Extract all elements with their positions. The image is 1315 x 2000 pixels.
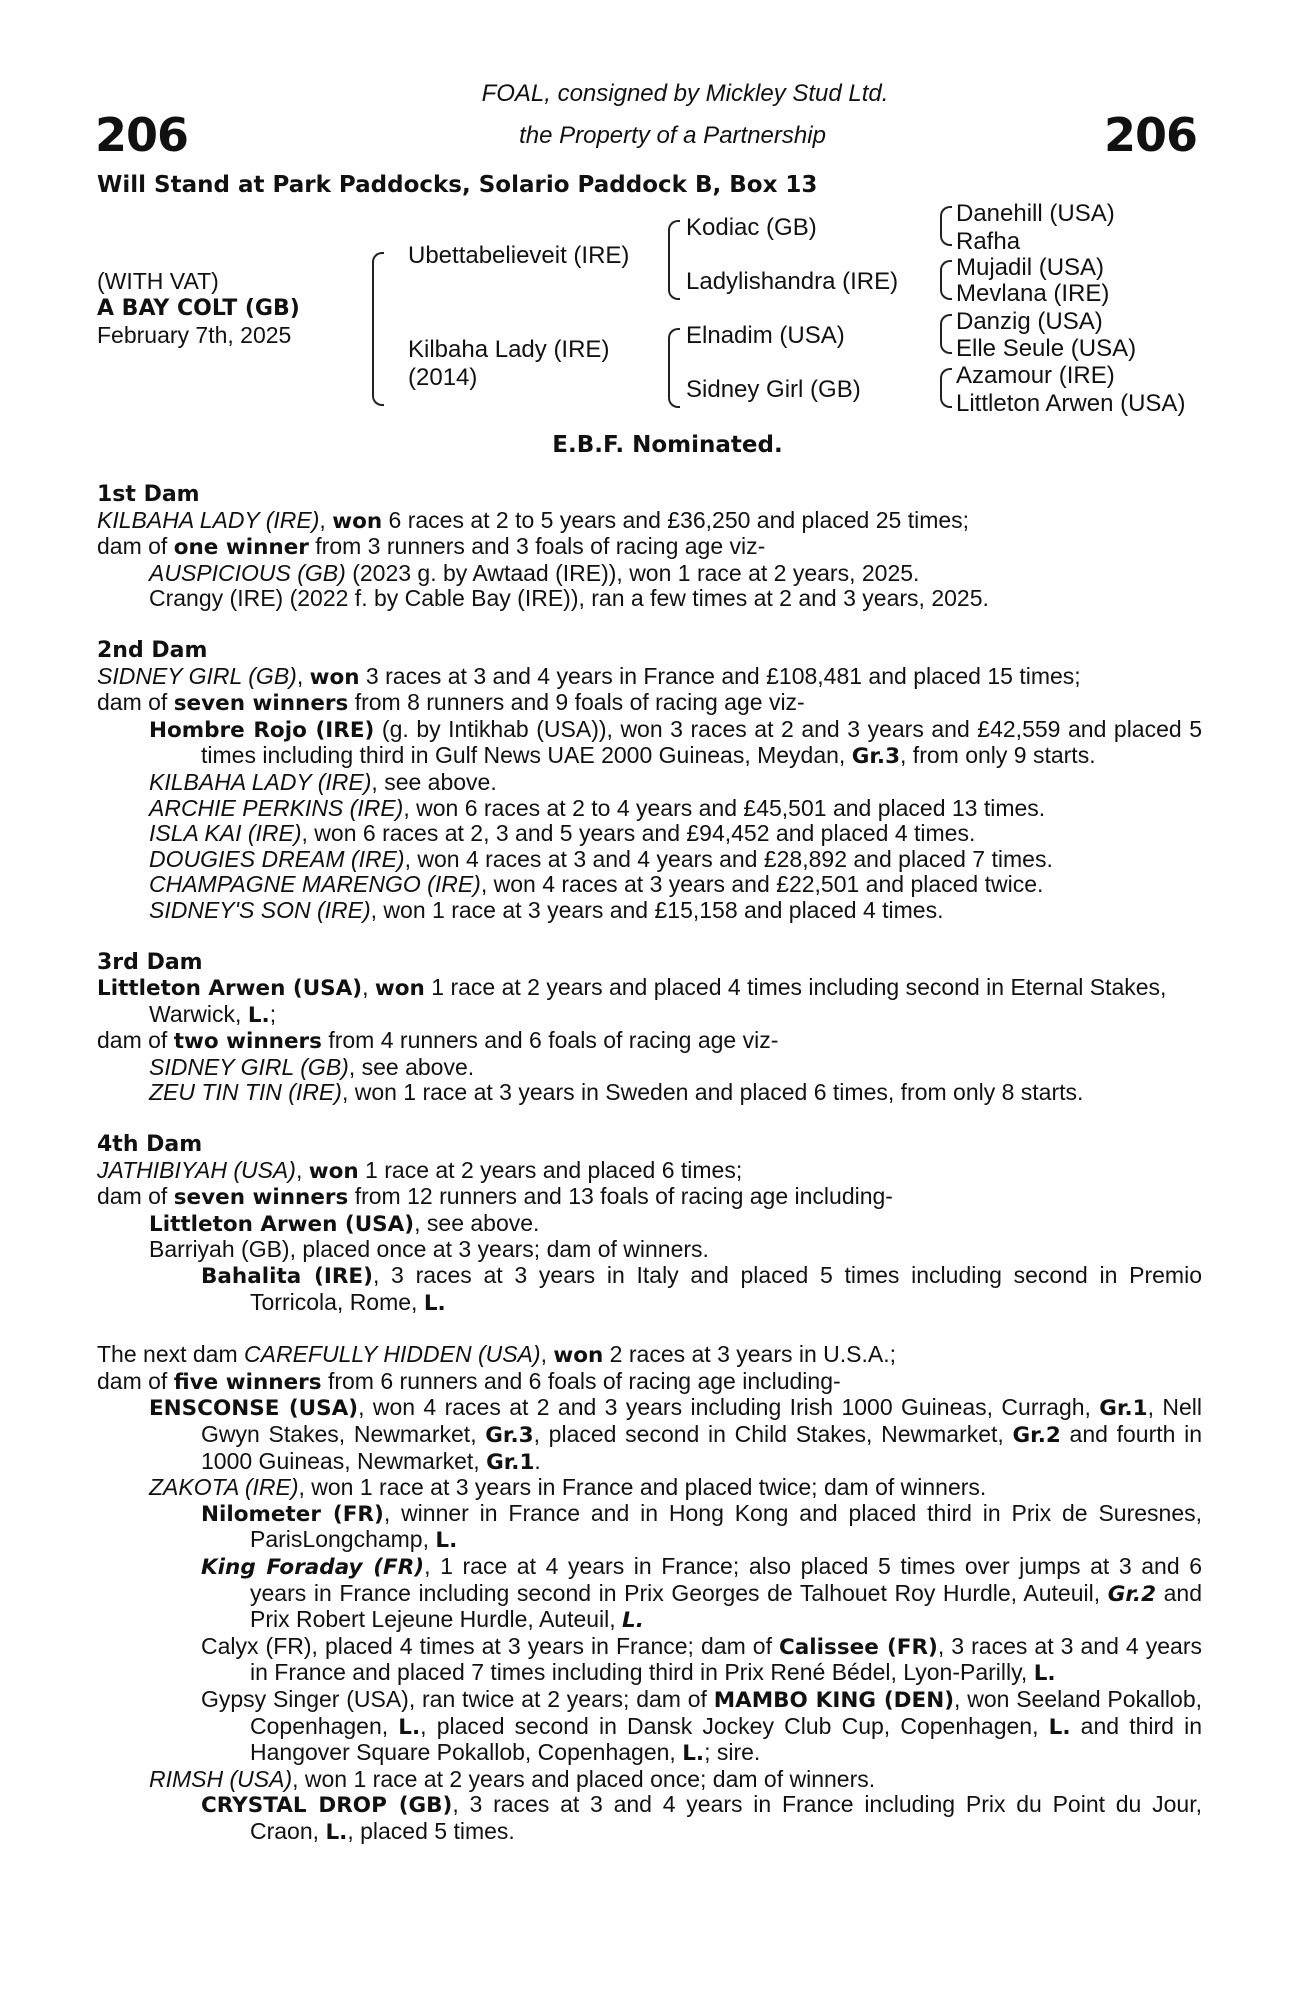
gg-5: Danzig (USA) [956,308,1103,335]
grade: L. [622,1608,644,1634]
gg-7: Azamour (IRE) [956,362,1115,389]
text: ; sire. [704,1739,761,1766]
dam-year: (2014) [408,364,478,391]
text: Gypsy Singer (USA), ran twice at 2 years; dam of [201,1685,714,1712]
horse-name: A BAY COLT (GB) [97,296,300,321]
horse-name: JATHIBIYAH (USA) [97,1156,296,1183]
grand-progeny-entry [97,1554,1202,1634]
horse-name: ZAKOTA (IRE) [149,1474,299,1501]
progeny-entry [97,1475,1202,1501]
text: , 3 races at 3 and 4 years in France including Prix du Point du Jour, Craon, [250,1791,1202,1844]
section-2nd-dam: 2nd Dam [97,637,208,663]
progeny-entry [97,796,1202,822]
gg-6: Elle Seule (USA) [956,335,1137,362]
horse-name: Littleton Arwen (USA) [97,976,363,1002]
dam5-produce-line [97,1369,1202,1396]
lot-number-left: 206 [95,108,189,162]
text: 2 races at 3 years in U.S.A.; [603,1341,897,1368]
text: 6 races at 2 to 5 years and £36,250 and placed 25 times; [382,506,970,533]
pedigree-brace-main [372,252,384,406]
won-label: won [309,664,360,690]
horse-name: KILBAHA LADY (IRE) [149,768,372,795]
spacer [97,1106,1202,1132]
horse-name: King Foraday (FR) [201,1554,425,1580]
text: , won 4 races at 3 years and £22,501 and placed twice. [480,871,1044,898]
horse-name: ZEU TIN TIN (IRE) [149,1079,342,1106]
text: , won Seeland Pokallob, Copenhagen, [250,1685,1203,1739]
text: , won 1 race at 3 years in France and placed twice; dam of winners. [298,1474,987,1501]
progeny-entry [97,1080,1202,1106]
progeny-entry [97,821,1202,847]
ebf-nominated: E.B.F. Nominated. [552,432,783,458]
vat-label: (WITH VAT) [97,268,219,294]
grade: L. [325,1819,348,1845]
section-3rd-dam: 3rd Dam [97,949,203,975]
lot-number-right: 206 [1103,108,1197,162]
grand-progeny-entry [97,1687,1202,1767]
text: 3 races at 3 and 4 years in France and £108,481 and placed 15 times; [359,662,1081,689]
text: dam of [97,533,174,560]
text: and fourth in 1000 Guineas, Newmarket, [201,1421,1203,1474]
pedigree-brace-dam [668,328,680,408]
text: , placed second in Child Stakes, Newmarket, [533,1421,1013,1447]
text: , see above. [371,768,497,795]
progeny-entry [97,1055,1202,1081]
horse-name: ISLA KAI (IRE) [149,820,302,847]
text: from 8 runners and 9 foals of racing age viz- [348,689,805,716]
text: , won 6 races at 2 to 4 years and £45,501 and placed 13 times. [403,794,1046,821]
text: , see above. [348,1053,475,1080]
dam1-line: KILBAHA LADY (IRE), won 6 races at 2 to 5 years and £36,250 and placed 25 times; [97,506,970,534]
text: , won 1 race at 3 years and £15,158 and placed 4 times. [370,896,944,923]
dam5-line: The next dam CAREFULLY HIDDEN (USA), won 2 races at 3 years in U.S.A.; [97,1341,897,1369]
progeny-entry [97,1211,1202,1238]
text: from 6 runners and 6 foals of racing age including- [321,1367,841,1394]
grand-progeny-entry [97,1792,1202,1845]
progeny-entry: Crangy (IRE) (2022 f. by Cable Bay (IRE)), ran a few times at 2 and 3 years, 2025. [149,585,989,612]
progeny-entry [97,770,1202,796]
text: (2023 g. by Awtaad (IRE)), won 1 race at 2 years, 2025. [345,559,920,586]
horse-name: CHAMPAGNE MARENGO (IRE) [149,871,481,898]
gg-4: Mevlana (IRE) [956,280,1110,307]
horse-name: AUSPICIOUS (GB) [149,559,346,586]
grade: Gr.1 [486,1449,535,1475]
spacer [97,924,1202,950]
text: , placed 5 times. [347,1817,515,1844]
text: The next dam [97,1341,245,1368]
gg-1: Danehill (USA) [956,200,1115,227]
spacer [97,1316,1202,1342]
text: , placed second in Dansk Jockey Club Cup, Copenhagen, [420,1712,1049,1739]
section-1st-dam: 1st Dam [97,482,200,507]
won-label: won [374,976,425,1002]
horse-name: Littleton Arwen (USA) [149,1211,415,1237]
horse-name: Bahalita (IRE) [201,1264,373,1290]
progeny-entry [97,847,1202,873]
text: Calyx (FR), placed 4 times at 3 years in France; dam of [201,1632,780,1659]
horse-name: SIDNEY'S SON (IRE) [149,896,371,923]
text: , won 6 races at 2, 3 and 5 years and £94,452 and placed 4 times. [301,820,976,847]
stable-location: Will Stand at Park Paddocks, Solario Paddock B, Box 13 [97,172,818,198]
gg-3: Mujadil (USA) [956,254,1105,281]
text: ; [269,1000,277,1027]
grade: L. [398,1714,421,1740]
text: , 3 races at 3 and 4 years in France and placed 7 times including third in Prix René Bédel, Lyon-Parilly, [250,1632,1202,1686]
won-label: won [332,508,383,534]
horse-name: Hombre Rojo (IRE) [149,717,375,743]
horse-name: SIDNEY GIRL (GB) [97,662,297,689]
grade: Gr.2 [1012,1423,1061,1448]
pedigree-brace-g1 [940,206,952,246]
dam-dam: Sidney Girl (GB) [686,376,861,403]
text: and third in Hangover Square Pokallob, Copenhagen, [250,1712,1202,1766]
spacer [97,612,1202,638]
text: from 12 runners and 13 foals of racing age including- [348,1183,893,1210]
dam1-produce-line [97,534,1202,561]
text: , Nell Gwyn Stakes, Newmarket, [201,1394,1202,1447]
grade: Gr.1 [1099,1396,1148,1422]
dam2-line: SIDNEY GIRL (GB), won 3 races at 3 and 4 years in France and £108,481 and placed 15 times; [97,662,1081,690]
text: , see above. [414,1209,540,1236]
horse-name: SIDNEY GIRL (GB) [149,1053,349,1080]
dam: Kilbaha Lady (IRE) [408,336,610,363]
text: from 3 runners and 3 foals of racing age viz- [308,533,766,560]
grade: Gr.3 [851,744,901,770]
text: dam of [97,1183,174,1210]
grade: L. [435,1528,458,1554]
pedigree-brace-g2 [940,260,952,300]
dam3-line [97,975,1202,1028]
grade: Gr.2 [1107,1581,1157,1607]
progeny-entry: Barriyah (GB), placed once at 3 years; dam of winners. [149,1236,709,1263]
dam3-produce-line [97,1028,1202,1055]
horse-name: Nilometer (FR) [201,1501,384,1527]
horse-name: KILBAHA LADY (IRE) [97,506,320,533]
horse-name: ENSCONSE (USA) [149,1396,359,1422]
grand-progeny-entry [97,1634,1202,1687]
text: , won 4 races at 3 and 4 years and £28,892 and placed 7 times. [404,845,1053,872]
text: . [534,1447,541,1474]
grand-progeny-entry [97,1501,1202,1554]
horse-info [97,268,300,349]
progeny-entry [97,561,1202,587]
progeny-entry [97,898,1202,924]
text: dam of [97,689,174,716]
text: (g. by Intikhab (USA)), won 3 races at 2 and 3 years and £42,559 and placed 5 times including third in Gulf News UAE 2000 Guineas, Meydan, [201,715,1203,769]
progeny-entry [97,1767,1202,1793]
text: dam of [97,1367,174,1394]
winners-count: two winners [173,1029,322,1055]
sire-dam: Ladylishandra (IRE) [686,268,899,295]
grand-progeny-entry [97,1263,1202,1316]
dam4-line: JATHIBIYAH (USA), won 1 race at 2 years and placed 6 times; [97,1156,743,1184]
text: from 4 runners and 6 foals of racing age viz- [321,1027,779,1054]
text: , winner in France and in Hong Kong and placed third in Prix de Suresnes, ParisLongchamp, [250,1499,1202,1553]
text: , won 1 race at 3 years in Sweden and placed 6 times, from only 8 starts. [341,1079,1084,1106]
section-4th-dam: 4th Dam [97,1132,203,1158]
pedigree-brace-g3 [940,314,952,354]
text: dam of [97,1027,174,1054]
dam2-produce-line [97,690,1202,717]
gg-2: Rafha [956,228,1021,255]
grade: L. [1033,1661,1056,1687]
dam4-produce-line [97,1184,1202,1211]
horse-name: ARCHIE PERKINS (IRE) [149,794,404,821]
foaling-date: February 7th, 2025 [97,322,292,348]
pedigree-brace-g4 [940,368,952,408]
horse-name: Calissee (FR) [779,1634,938,1660]
won-label: won [553,1343,604,1369]
dam-sire: Elnadim (USA) [686,322,845,349]
text: , won 1 race at 2 years and placed once; dam of winners. [292,1765,876,1792]
grade: L. [423,1290,446,1316]
pedigree-notes [97,482,1202,1846]
text: , 3 races at 3 years in Italy and placed 5 times including second in Premio Torricola, Rome, [250,1262,1202,1315]
consignor-line: FOAL, consigned by Mickley Stud Ltd. [481,80,889,107]
grade: Gr.3 [485,1423,534,1448]
text: and Prix Robert Lejeune Hurdle, Auteuil, [250,1579,1202,1633]
grade: L. [1048,1714,1071,1740]
winners-count: seven winners [173,1185,349,1211]
progeny-entry [97,872,1202,898]
winners-count: seven winners [173,691,349,717]
grade: L. [682,1741,705,1767]
horse-name: RIMSH (USA) [149,1765,293,1792]
sire: Ubettabelieveit (IRE) [408,242,630,269]
horse-name: MAMBO KING (DEN) [713,1687,955,1713]
grade: L. [247,1002,270,1028]
won-label: won [308,1158,359,1184]
text: 1 race at 2 years and placed 4 times including second in Eternal Stakes, Warwick, [149,974,1167,1027]
text: , 1 race at 4 years in France; also placed 5 times over jumps at 3 and 6 years in France including second in Prix Georges de Talhouet Roy Hurdle, Auteuil, [250,1552,1203,1606]
text: , [362,974,375,1001]
property-line: the Property of a Partnership [519,122,826,149]
progeny-entry [97,717,1202,770]
horse-name: CRYSTAL DROP (GB) [201,1793,453,1819]
text: 1 race at 2 years and placed 6 times; [358,1156,743,1183]
horse-name: CAREFULLY HIDDEN (USA) [244,1341,541,1368]
winners-count: one winner [173,535,309,561]
text: , from only 9 starts. [900,742,1096,769]
gg-8: Littleton Arwen (USA) [956,390,1186,417]
sire-sire: Kodiac (GB) [686,214,817,241]
winners-count: five winners [173,1369,322,1395]
horse-name: DOUGIES DREAM (IRE) [149,845,405,872]
pedigree-brace-sire [668,220,680,300]
progeny-entry [97,1395,1202,1475]
text: , won 4 races at 2 and 3 years including Irish 1000 Guineas, Curragh, [358,1394,1100,1421]
